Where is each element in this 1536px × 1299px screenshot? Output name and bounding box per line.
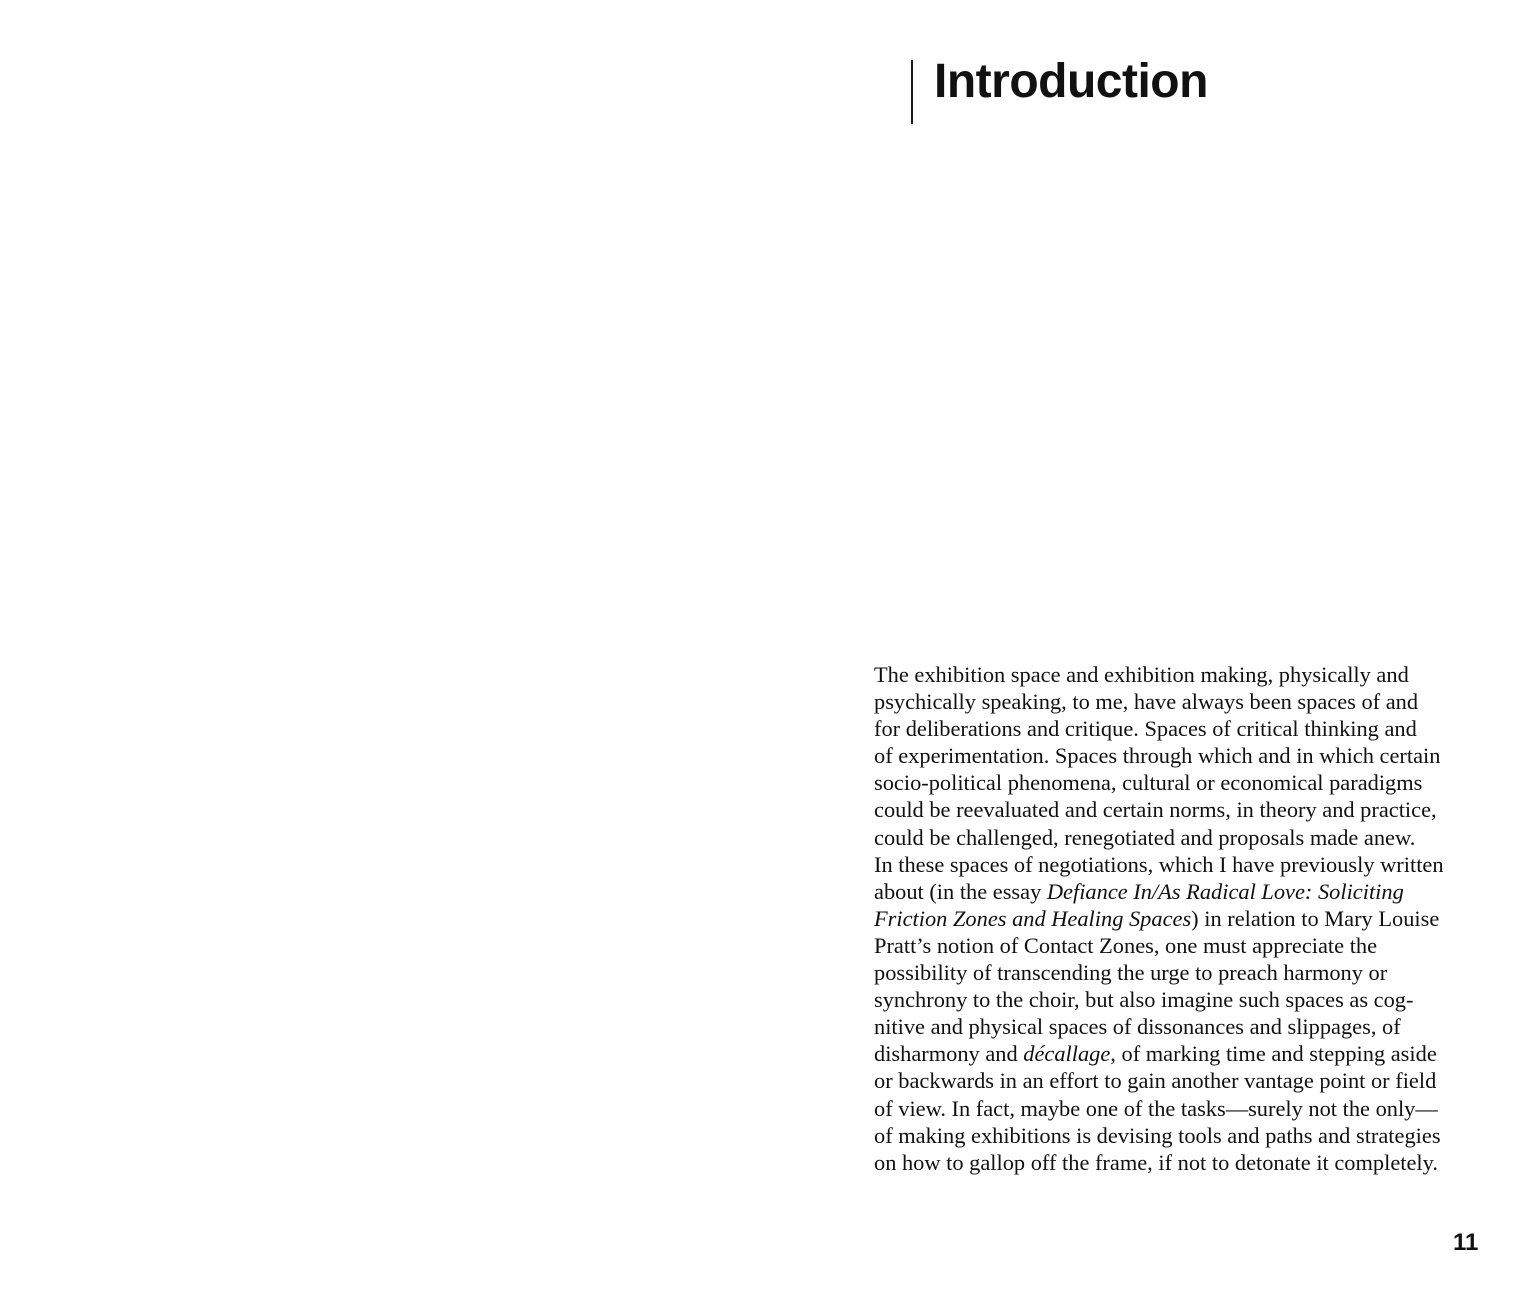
text-line — [874, 959, 1494, 986]
text-line — [874, 986, 1494, 1013]
text-segment: nitive and physical spaces of dissonances and slippages, of — [874, 1014, 1401, 1040]
text-segment: or backwards in an effort to gain another vantage point or field — [874, 1068, 1437, 1094]
text-line — [874, 1095, 1494, 1122]
italic-text: Defiance In/As Radical Love: Soliciting — [1046, 878, 1404, 904]
text-segment: socio-political phenomena, cultural or economical paradigms — [874, 770, 1423, 796]
text-line — [874, 824, 1494, 851]
text-segment: could be reevaluated and certain norms, in theory and practice, — [874, 797, 1437, 823]
text-segment: on how to gallop off the frame, if not to detonate it completely. — [874, 1149, 1438, 1175]
text-segment: The exhibition space and exhibition making, physically and — [874, 662, 1409, 687]
text-segment: for deliberations and critique. Spaces of critical thinking and — [874, 716, 1417, 742]
text-segment: Pratt’s notion of Contact Zones, one must appreciate the — [874, 932, 1378, 958]
italic-text: Friction Zones and Healing Spaces — [874, 905, 1192, 931]
italic-text: décallage — [1023, 1041, 1111, 1067]
text-segment: , of marking time and stepping aside — [1110, 1041, 1437, 1067]
text-segment: ) in relation to Mary Louise — [1191, 905, 1440, 931]
text-line — [874, 905, 1494, 932]
text-line — [874, 1013, 1494, 1040]
text-line — [874, 1067, 1494, 1094]
text-line — [874, 769, 1494, 796]
text-segment: could be challenged, renegotiated and proposals made anew. — [874, 824, 1416, 850]
text-line — [874, 715, 1494, 742]
text-segment: of experimentation. Spaces through which and in which certain — [874, 743, 1441, 769]
text-line — [874, 661, 1494, 688]
text-line — [874, 688, 1494, 715]
body-paragraph — [874, 661, 1494, 1176]
text-line — [874, 796, 1494, 823]
text-line — [874, 878, 1494, 905]
text-line — [874, 742, 1494, 769]
title-rule — [911, 60, 913, 124]
text-segment: synchrony to the choir, but also imagine such spaces as cog- — [874, 987, 1414, 1013]
page-title: Introduction — [934, 55, 1208, 108]
text-line — [874, 851, 1494, 878]
text-line — [874, 1040, 1494, 1067]
text-line — [874, 1122, 1494, 1149]
page-number: 11 — [1453, 1229, 1479, 1256]
text-line — [874, 1149, 1494, 1176]
text-segment: about (in the essay — [874, 878, 1047, 904]
text-segment: possibility of transcending the urge to preach harmony or — [874, 960, 1388, 986]
text-segment: of making exhibitions is devising tools and paths and strategies — [874, 1122, 1441, 1148]
text-segment: disharmony and — [874, 1041, 1024, 1067]
text-segment: psychically speaking, to me, have always been spaces of and — [874, 689, 1419, 715]
text-segment: of view. In fact, maybe one of the tasks—surely not the only— — [874, 1095, 1438, 1121]
text-line — [874, 932, 1494, 959]
text-segment: In these spaces of negotiations, which I have previously written — [874, 851, 1444, 877]
